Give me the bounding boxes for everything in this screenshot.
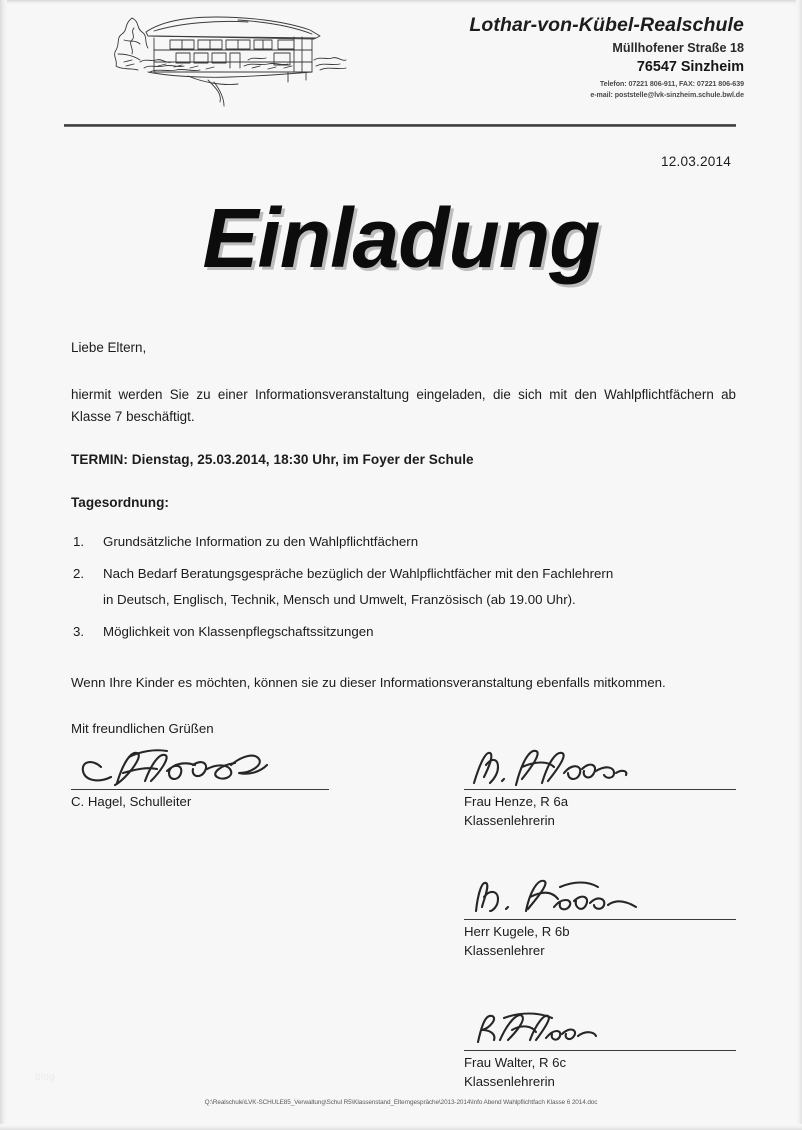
signature-block-henze xyxy=(464,748,736,830)
list-item xyxy=(71,532,736,551)
agenda-item-text: Nach Bedarf Beratungsgespräche bezüglich der Wahlpflichtfächer mit den Fachlehrern xyxy=(103,565,614,581)
agenda-item-number: 3. xyxy=(73,624,85,640)
handwritten-signature-icon xyxy=(464,878,736,918)
agenda-list xyxy=(71,532,736,642)
signature-column-right xyxy=(464,748,736,1091)
school-phone: Telefon: 07221 806-911, FAX: 07221 806-639 xyxy=(599,80,744,89)
signature-role: Klassenlehrerin xyxy=(464,1073,555,1089)
letterhead xyxy=(0,0,802,128)
agenda-item-text: Möglichkeit von Klassenpflegschaftssitzungen xyxy=(103,624,374,640)
agenda-item-subtext: in Deutsch, Englisch, Technik, Mensch und Umwelt, Französisch (ab 19.00 Uhr). xyxy=(103,592,576,608)
handwritten-signature-icon xyxy=(464,748,736,788)
signature-name: C. Hagel, Schulleiter xyxy=(71,794,192,809)
handwritten-signature-icon xyxy=(71,748,329,788)
letter-body xyxy=(71,338,736,736)
school-email: e-mail: poststelle@lvk-sinzheim.schule.bwl.de xyxy=(590,91,744,100)
signature-block-hagel xyxy=(71,748,329,812)
agenda-item-number: 1. xyxy=(73,533,85,549)
signature-column-left xyxy=(71,748,329,812)
school-street: Müllhofener Straße 18 xyxy=(612,41,744,56)
school-building-drawing-icon xyxy=(88,10,356,114)
document-date: 12.03.2014 xyxy=(660,154,731,169)
letterhead-divider xyxy=(64,124,736,127)
signature-name: Frau Walter, R 6c xyxy=(464,1054,567,1070)
intro-paragraph: hiermit werden Sie zu einer Informationsveranstaltung eingeladen, die sich mit den Wahlpflichtfächern ab Klasse 7 beschäftigt. xyxy=(71,387,736,424)
signature-block-walter xyxy=(464,1009,736,1091)
handwritten-signature-icon xyxy=(464,1009,736,1049)
signature-role: Klassenlehrerin xyxy=(464,812,555,828)
salutation: Liebe Eltern, xyxy=(71,340,147,355)
list-item xyxy=(71,564,736,610)
list-item xyxy=(71,622,736,641)
agenda-item-number: 2. xyxy=(73,565,85,581)
signature-name: Frau Henze, R 6a xyxy=(464,794,569,809)
signature-block-kugele xyxy=(464,878,736,960)
signature-name: Herr Kugele, R 6b xyxy=(464,924,570,940)
school-name: Lothar-von-Kübel-Realschule xyxy=(469,14,744,36)
footer-file-path: Q:\Realschule\LVK-SCHULE85_Verwaltung\Schul R5\Klassenstand_Elterngespräche\2013-2014\Info Abend Wahlpflichtfach Klasse 6 2014.doc xyxy=(204,1099,598,1106)
school-city: 76547 Sinzheim xyxy=(636,58,744,75)
signature-role: Klassenlehrer xyxy=(464,943,545,959)
regards-line: Mit freundlichen Grüßen xyxy=(71,720,214,736)
page-corner-watermark: blog xyxy=(35,1072,56,1083)
page-title: Einladung xyxy=(202,191,600,285)
termin-line: TERMIN: Dienstag, 25.03.2014, 18:30 Uhr, im Foyer der Schule xyxy=(71,451,474,467)
agenda-item-text: Grundsätzliche Information zu den Wahlpflichtfächern xyxy=(103,533,419,549)
closing-paragraph: Wenn Ihre Kinder es möchten, können sie zu dieser Informationsveranstaltung ebenfalls mitkommen. xyxy=(71,674,666,690)
agenda-heading: Tagesordnung: xyxy=(71,494,169,510)
school-address-block xyxy=(364,14,744,101)
